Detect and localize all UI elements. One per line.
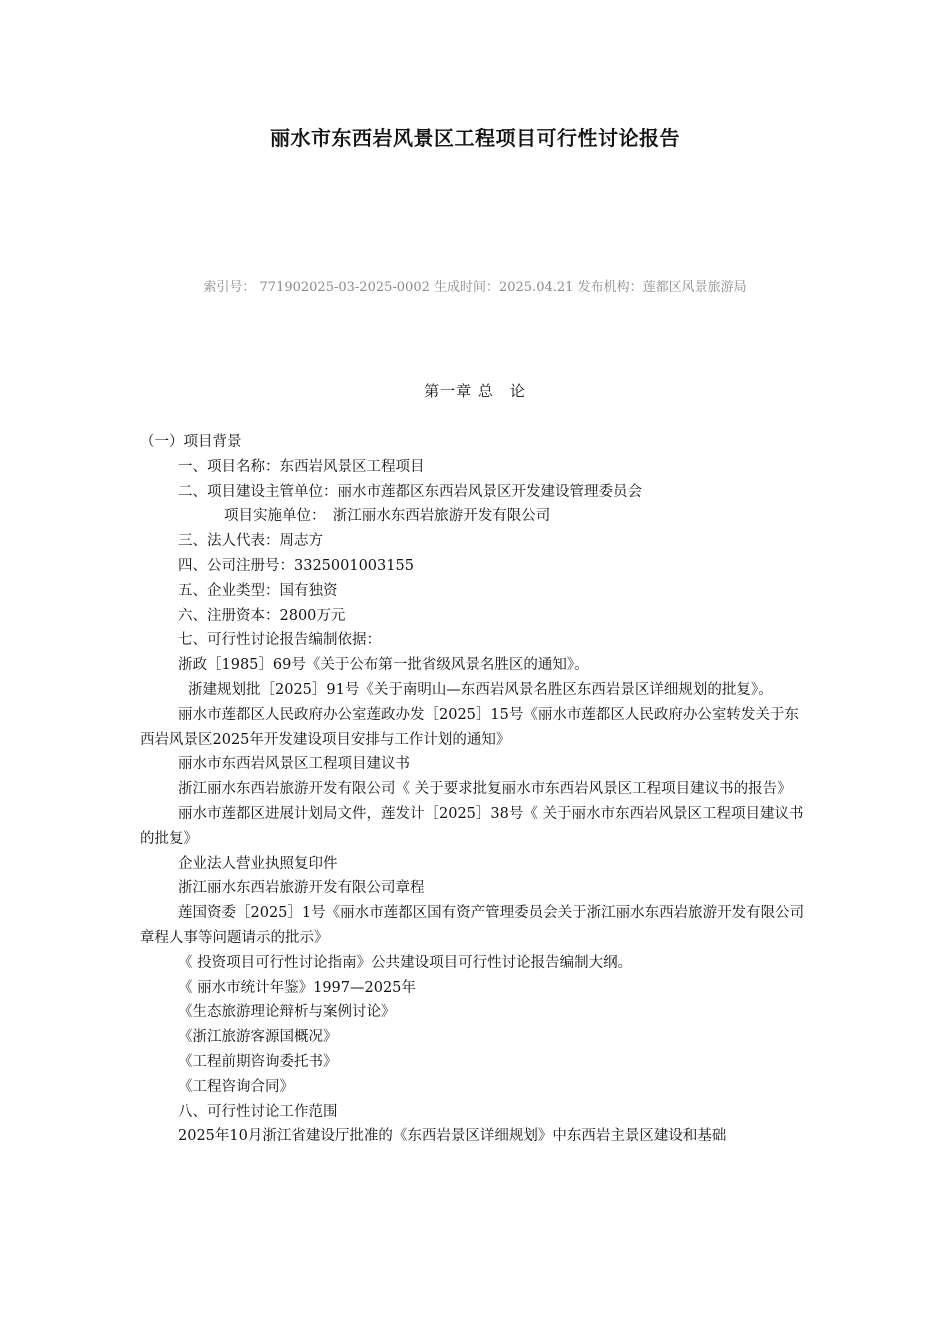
list-item: 《 丽水市统计年鉴》1997—2025年 — [178, 979, 416, 996]
paragraph-enterprise-type: 五、企业类型：国有独资 — [178, 582, 338, 599]
list-item: 丽水市莲都区进展计划局文件，莲发计［2025］38号《 关于丽水市东西岩风景区工程项目建议书的批复》 — [140, 805, 804, 847]
paragraph-supervising-unit: 二、项目建设主管单位：丽水市莲都区东西岩风景区开发建设管理委员会 — [178, 483, 642, 500]
list-item: 《工程咨询合同》 — [178, 1078, 294, 1095]
list-item: 《生态旅游理论辩析与案例讨论》 — [178, 1004, 396, 1021]
paragraph-registered-capital: 六、注册资本：2800万元 — [178, 607, 346, 624]
list-item: 浙江丽水东西岩旅游开发有限公司《 关于要求批复丽水市东西岩风景区工程项目建议书的报告》 — [178, 781, 792, 798]
list-item: 《浙江旅游客源国概况》 — [178, 1029, 338, 1046]
list-item: 企业法人营业执照复印件 — [178, 855, 338, 872]
section-heading-study-scope: 八、可行性讨论工作范围 — [178, 1103, 338, 1120]
document-meta-line: 索引号： 771902025-03-2025-0002 生成时间：2025.04.21 发布机构：莲都区风景旅游局 — [203, 280, 747, 295]
list-item: 丽水市莲都区人民政府办公室莲政办发［2025］15号《丽水市莲都区人民政府办公室转发关于东西岩风景区2025年开发建设项目安排与工作计划的通知》 — [140, 706, 799, 748]
document-body — [140, 430, 812, 1149]
list-item: 浙建规划批［2025］91号《关于南明山—东西岩风景名胜区东西岩景区详细规划的批复》。 — [188, 681, 773, 698]
list-item: 浙政［1985］69号《关于公布第一批省级风景名胜区的通知》。 — [178, 657, 589, 674]
paragraph-study-scope: 2025年10月浙江省建设厅批准的《东西岩景区详细规划》中东西岩主景区建设和基础 — [178, 1128, 727, 1145]
list-item: 丽水市东西岩风景区工程项目建议书 — [178, 756, 410, 773]
list-item: 《工程前期咨询委托书》 — [178, 1053, 338, 1070]
list-item: 浙江丽水东西岩旅游开发有限公司章程 — [178, 880, 425, 897]
section-heading-project-background: （一）项目背景 — [140, 434, 242, 450]
document-title: 丽水市东西岩风景区工程项目可行性讨论报告 — [270, 126, 680, 150]
paragraph-legal-representative: 三、法人代表：周志方 — [178, 533, 323, 550]
chapter-heading: 第一章 总 论 — [424, 382, 526, 400]
list-item: 《 投资项目可行性讨论指南》公共建设项目可行性讨论报告编制大纲。 — [178, 954, 633, 971]
list-item: 莲国资委［2025］1号《丽水市莲都区国有资产管理委员会关于浙江丽水东西岩旅游开发有限公司章程人事等问题请示的批示》 — [140, 905, 805, 946]
paragraph-compilation-basis: 七、可行性讨论报告编制依据： — [178, 632, 381, 649]
paragraph-project-name: 一、项目名称：东西岩风景区工程项目 — [178, 458, 425, 475]
paragraph-registration-number: 四、公司注册号：3325001003155 — [178, 557, 414, 574]
paragraph-implementing-unit: 项目实施单位： 浙江丽水东西岩旅游开发有限公司 — [224, 508, 551, 525]
